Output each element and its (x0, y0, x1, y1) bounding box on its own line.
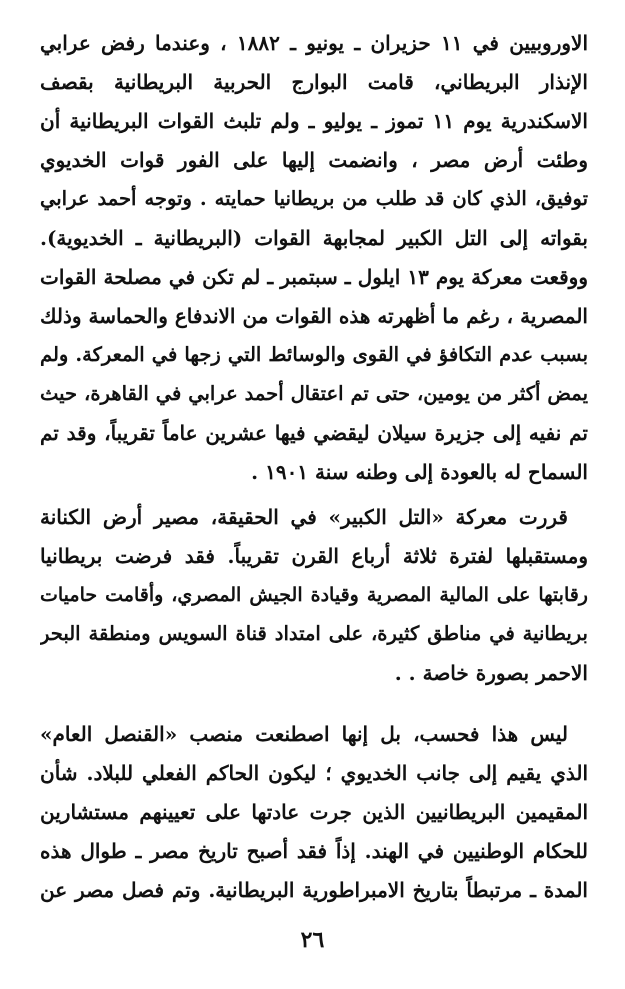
text-line: الاحمر بصورة خاصة . . (394, 661, 588, 685)
text-line: توفيق، الذي كان قد طلب من بريطانيا حمايته . وتوجه أحمد عرابي (40, 187, 588, 210)
text-line: بقواته إلى التل الكبير لمجابهة القوات (البريطانية ـ الخديوية). (40, 226, 588, 250)
text-line: يمض أكثر من يومين، حتى تم اعتقال أحمد عرابي في القاهرة، حيث (40, 382, 588, 405)
text-line: السماح له بالعودة إلى وطنه سنة ١٩٠١ . (251, 460, 588, 484)
text-line: المصرية ، رغم ما أظهرته هذه القوات من الاندفاع والحماسة وذلك (40, 304, 588, 328)
text-line: قررت معركة «التل الكبير» في الحقيقة، مصير أرض الكنانة (40, 505, 568, 529)
text-line: ومستقبلها لفترة ثلاثة أرباع القرن تقريباً. فقد فرضت بريطانيا (40, 544, 588, 568)
text-line: الاوروبيين في ١١ حزيران ـ يونيو ـ ١٨٨٢ ، وعندما رفض عرابي (40, 31, 588, 55)
text-line: المقيمين البريطانيين الذين جرت عادتها على تعيينهم مستشارين (40, 800, 588, 824)
text-line: المدة ـ مرتبطاً بتاريخ الامبراطورية البريطانية. وتم فصل مصر عن (40, 878, 588, 902)
text-line: ليس هذا فحسب، بل إنها اصطنعت منصب «القنصل العام» (40, 722, 568, 746)
text-line: تم نفيه إلى جزيرة سيلان ليقضي فيها عشرين عاماً تقريباً، وقد تم (40, 421, 588, 445)
text-line: ووقعت معركة يوم ١٣ ايلول ـ سبتمبر ـ لم تكن في مصلحة القوات (40, 265, 588, 289)
text-line: بسبب عدم التكافؤ في القوى والوسائط التي زجها في المعركة. ولم (40, 343, 588, 366)
text-line: وطئت أرض مصر ، وانضمت إليها على الفور قوات الخديوي (40, 148, 588, 172)
text-line: رقابتها على المالية المصرية وقيادة الجيش المصري، وأقامت حاميات (40, 584, 588, 606)
text-line: الذي يقيم إلى جانب الخديوي ؛ ليكون الحاكم الفعلي للبلاد. شأن (40, 761, 588, 785)
text-line: الاسكندرية يوم ١١ تموز ـ يوليو ـ ولم تلبث القوات البريطانية أن (40, 109, 588, 133)
text-line: للحكام الوطنيين في الهند. إذاً فقد أصبح تاريخ مصر ـ طوال هذه (40, 839, 588, 863)
text-line: الإنذار البريطاني، قامت البوارج الحربية البريطانية بقصف (40, 70, 588, 94)
text-line: بريطانية في مناطق كثيرة، على امتداد قناة السويس ومنطقة البحر (40, 622, 588, 645)
page-number: ٢٦ (300, 927, 325, 953)
